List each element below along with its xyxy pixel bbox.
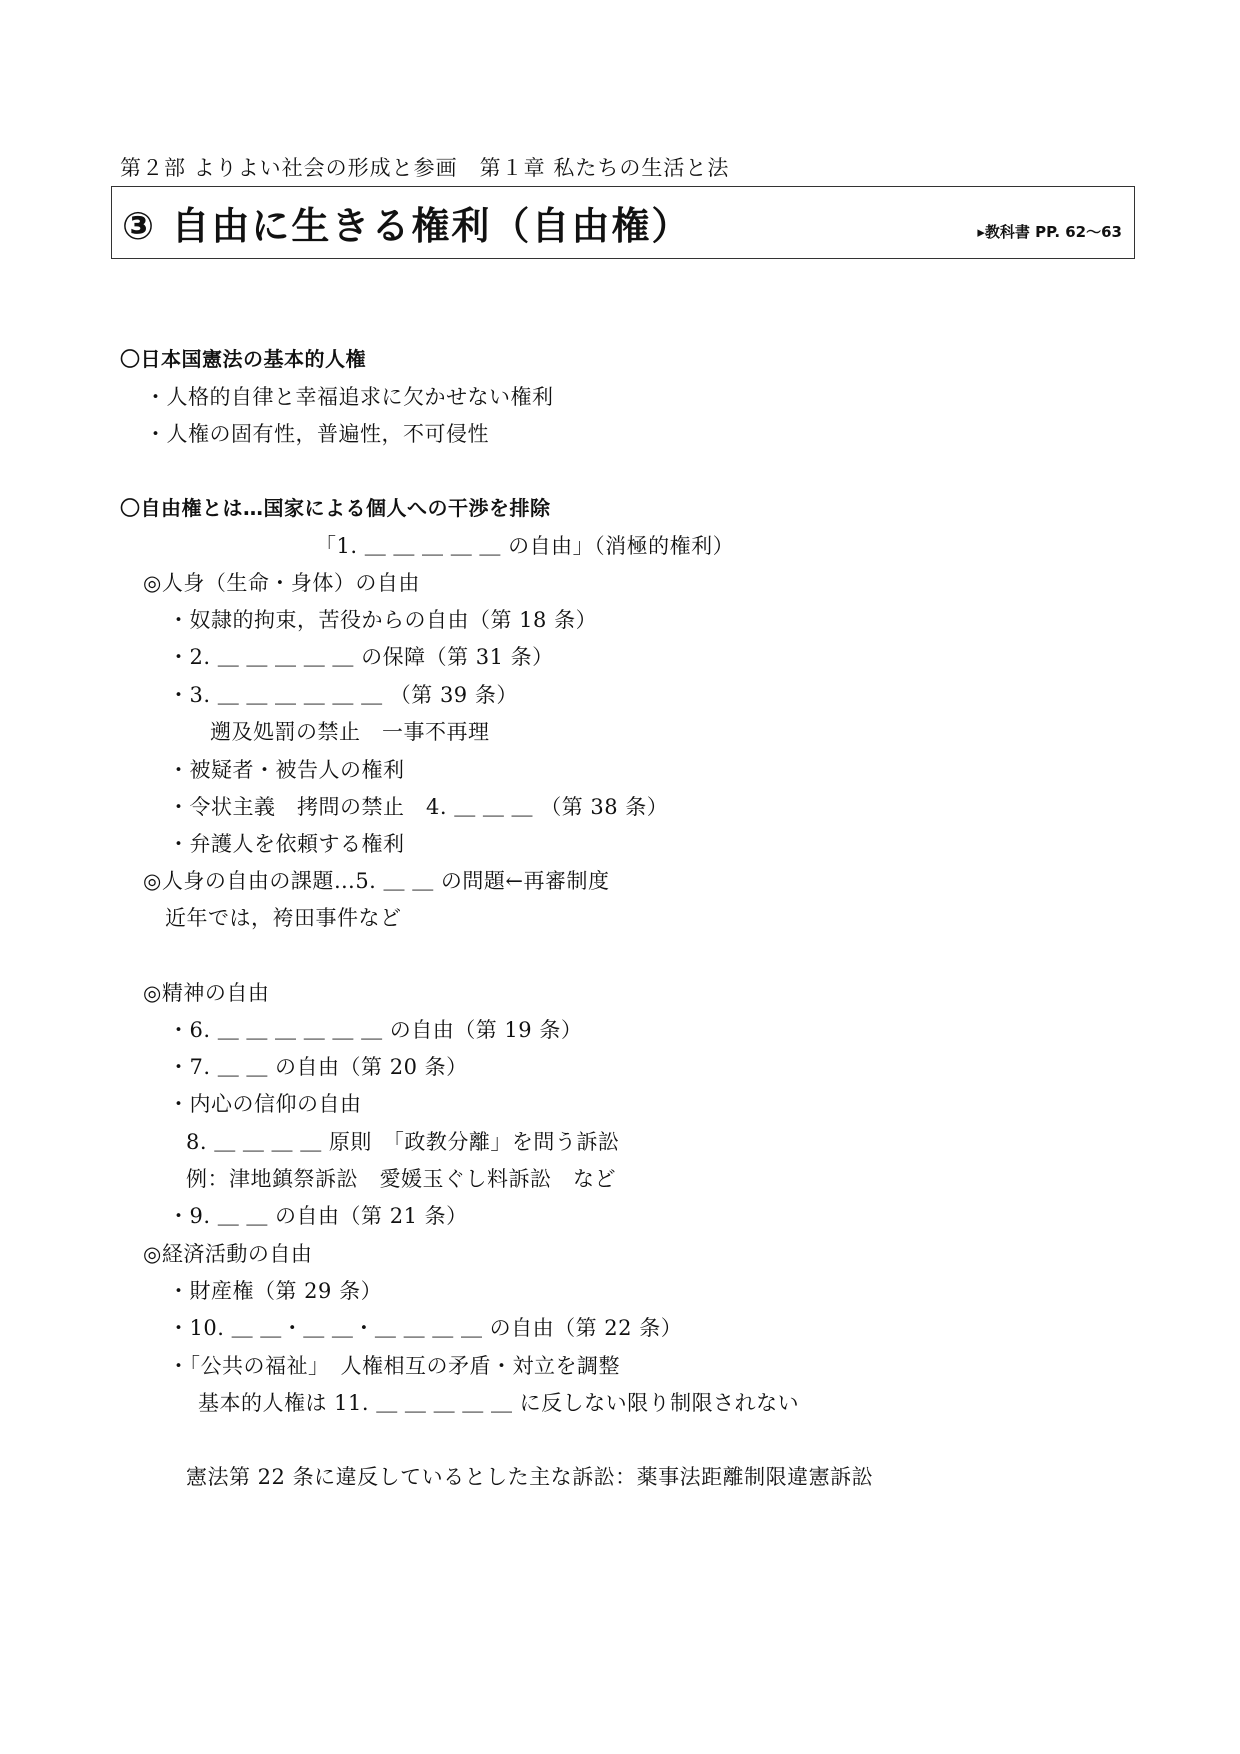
blank-line-2: ・2. ＿ ＿ ＿ ＿ ＿ の保障（第 31 条）	[168, 645, 554, 669]
blank-line-7: ・7. ＿ ＿ の自由（第 20 条）	[168, 1055, 468, 1079]
blank-line-1: 「1. ＿ ＿ ＿ ＿ ＿ の自由」（消極的権利）	[315, 534, 735, 558]
blank-line-8: 8. ＿ ＿ ＿ ＿ 原則 「政教分離」を問う訴訟	[186, 1130, 620, 1154]
title-box	[111, 186, 1135, 259]
subheading-personal-freedom: ◎人身（生命・身体）の自由	[143, 571, 420, 595]
blank-line-6: ・6. ＿ ＿ ＿ ＿ ＿ ＿ の自由（第 19 条）	[168, 1018, 583, 1042]
page-title: ③ 自由に生きる権利（自由権）	[122, 204, 692, 248]
blank-line-3: ・3. ＿ ＿ ＿ ＿ ＿ ＿ （第 39 条）	[168, 683, 518, 707]
list-item: ・奴隷的拘束，苦役からの自由（第 18 条）	[168, 608, 598, 632]
list-item: ・内心の信仰の自由	[168, 1092, 362, 1116]
section-heading-basic-rights: 〇日本国憲法の基本的人権	[120, 347, 366, 371]
blank-line-5: ◎人身の自由の課題…5. ＿ ＿ の問題←再審制度	[143, 869, 610, 893]
blank-line-4: ・令状主義 拷問の禁止 4. ＿ ＿ ＿ （第 38 条）	[168, 795, 669, 819]
list-item: 遡及処罰の禁止 一事不再理	[210, 720, 490, 744]
textbook-reference: ▸教科書 PP. 62〜63	[977, 223, 1122, 241]
blank-line-9: ・9. ＿ ＿ の自由（第 21 条）	[168, 1204, 468, 1228]
chapter-header: 第２部 よりよい社会の形成と参画 第１章 私たちの生活と法	[120, 156, 730, 180]
note-unconstitutional-case: 憲法第 22 条に違反しているとした主な訴訟：薬事法距離制限違憲訴訟	[186, 1465, 874, 1489]
list-item: ・「公共の福祉」 人権相互の矛盾・対立を調整	[168, 1354, 620, 1378]
subheading-economic-freedom: ◎経済活動の自由	[143, 1242, 313, 1266]
section-heading-freedom-rights: 〇自由権とは…国家による個人への干渉を排除	[120, 496, 551, 520]
list-item: ・弁護人を依頼する権利	[168, 832, 405, 856]
list-item: ・人格的自律と幸福追求に欠かせない権利	[145, 385, 554, 409]
blank-line-11: 基本的人権は 11. ＿ ＿ ＿ ＿ ＿ に反しない限り制限されない	[198, 1391, 800, 1415]
subheading-mental-freedom: ◎精神の自由	[143, 981, 270, 1005]
list-item: ・人権の固有性，普遍性，不可侵性	[145, 422, 489, 446]
list-item: 近年では，袴田事件など	[165, 906, 402, 930]
blank-line-10: ・10. ＿ ＿・＿ ＿・＿ ＿ ＿ ＿ の自由（第 22 条）	[168, 1316, 683, 1340]
list-item: 例：津地鎮祭訴訟 愛媛玉ぐし料訴訟 など	[186, 1167, 616, 1191]
list-item: ・財産権（第 29 条）	[168, 1279, 383, 1303]
list-item: ・被疑者・被告人の権利	[168, 758, 405, 782]
